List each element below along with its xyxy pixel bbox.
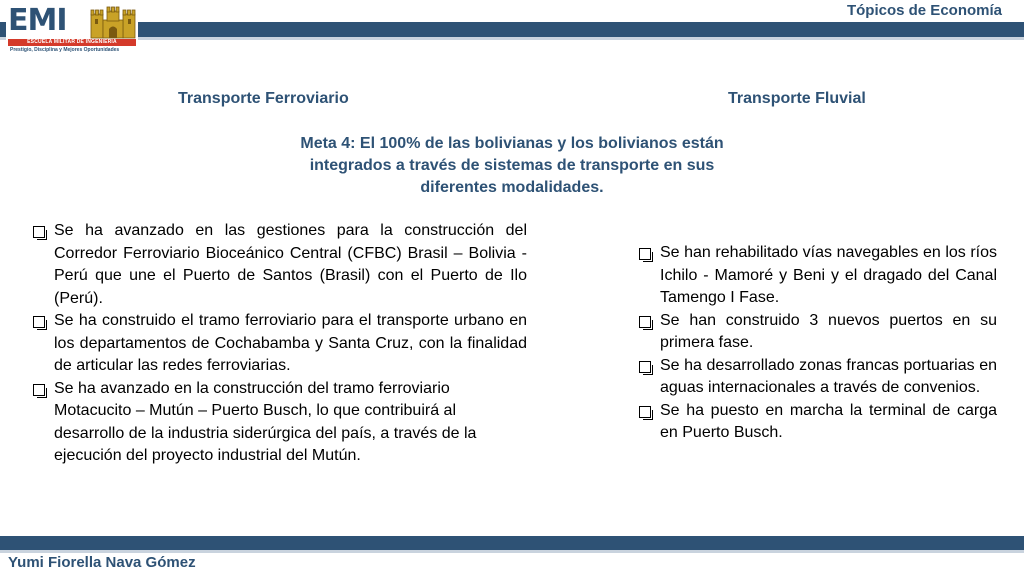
list-item xyxy=(30,220,527,310)
bullet-text: Se han rehabilitado vías navegables en los ríos Ichilo - Mamoré y Beni y el dragado del Canal Tamengo I Fase. xyxy=(660,244,997,306)
list-item xyxy=(636,355,997,400)
checkbox-bullet-icon xyxy=(639,316,651,328)
checkbox-bullet-icon xyxy=(639,406,651,418)
checkbox-bullet-icon xyxy=(33,316,45,328)
checkbox-bullet-icon xyxy=(639,361,651,373)
course-title: Tópicos de Economía xyxy=(846,2,1002,19)
list-item xyxy=(30,310,527,378)
logo-motto: Prestigio, Disciplina y Mejores Oportunidades xyxy=(10,47,120,53)
heading-river-transport: Transporte Fluvial xyxy=(728,90,866,107)
checkbox-bullet-icon xyxy=(639,248,651,260)
castle-icon xyxy=(90,5,136,39)
checkbox-bullet-icon xyxy=(33,226,45,238)
bullet-text: Se ha construido el tramo ferroviario para el transporte urbano en los departamentos de Cochabamba y Santa Cruz, con la finalidad de articular las redes ferroviarias. xyxy=(54,312,527,374)
bullet-text: Se han construido 3 nuevos puertos en su primera fase. xyxy=(660,311,997,351)
list-item xyxy=(636,242,997,310)
logo-school-name: ESCUELA MILITAR DE INGENIERIA xyxy=(27,39,117,45)
bullet-text: Se ha desarrollado zonas francas portuarias en aguas internacionales a través de convenios. xyxy=(660,356,997,396)
emi-logo xyxy=(6,4,138,54)
checkbox-bullet-icon xyxy=(33,384,45,396)
footer-bar-accent xyxy=(0,550,1024,553)
rail-bullet-list xyxy=(30,220,527,468)
bullet-text: Se ha avanzado en la construcción del tramo ferroviario Motacucito – Mutún – Puerto Busch, lo que contribuirá al desarrollo de la industria siderúrgica del país, a través de la ejecución del proyecto industrial del Mutún. xyxy=(54,379,477,464)
logo-acronym: EMI xyxy=(8,3,67,38)
list-item xyxy=(30,378,527,468)
list-item xyxy=(636,400,997,445)
author-name: Yumi Fiorella Nava Gómez xyxy=(8,554,196,571)
river-bullet-list xyxy=(636,242,997,445)
bullet-text: Se ha puesto en marcha la terminal de carga en Puerto Busch. xyxy=(660,401,997,441)
list-item xyxy=(636,310,997,355)
bullet-text: Se ha avanzado en las gestiones para la construcción del Corredor Ferroviario Bioceánico Central (CFBC) Brasil – Bolivia - Perú que une el Puerto de Santos (Brasil) con el Puerto de Ilo (Perú). xyxy=(54,222,527,307)
header-bar xyxy=(0,22,1024,37)
heading-rail-transport: Transporte Ferroviario xyxy=(178,90,349,107)
footer-bar xyxy=(0,536,1024,550)
goal-statement: Meta 4: El 100% de las bolivianas y los bolivianos están integrados a través de sistemas de transporte en sus diferentes modalidades. xyxy=(300,135,724,196)
header-bar-accent xyxy=(0,37,1024,40)
